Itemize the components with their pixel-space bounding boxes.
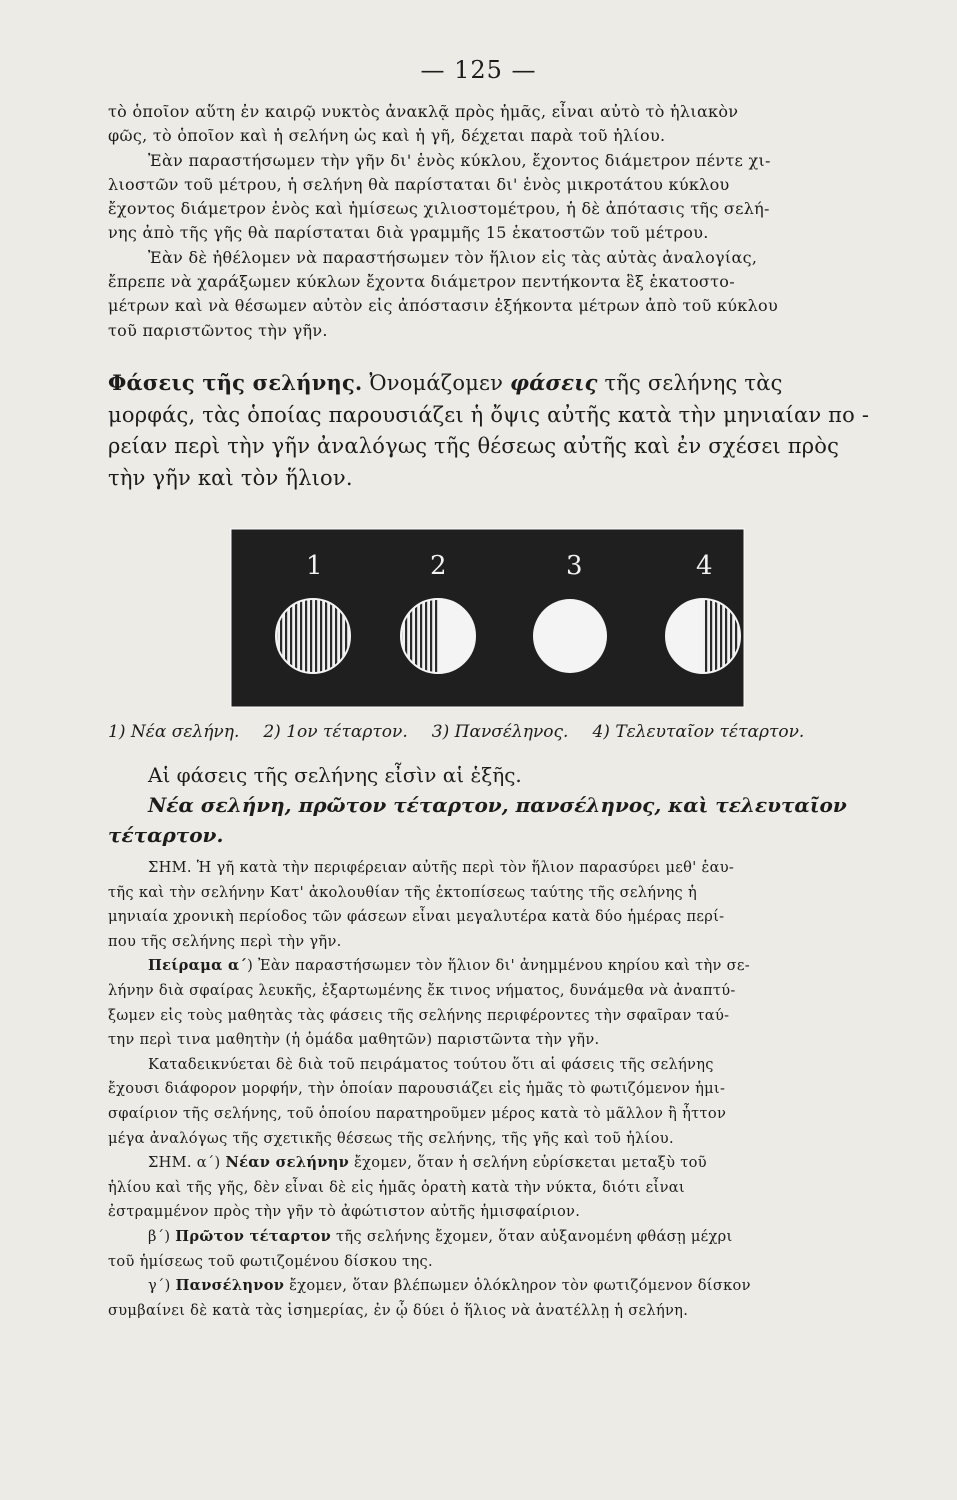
text-line: [108, 1151, 916, 1176]
note-label: β΄): [148, 1227, 171, 1245]
page-number: — 125 —: [420, 56, 537, 84]
phase-number-2: 2: [430, 551, 447, 581]
text-line: που τῆς σελήνης περὶ τὴν γῆν.: [108, 932, 342, 950]
text-line: μέτρων καὶ νὰ θέσωμεν αὐτὸν εἰς ἀπόστασιν ἑξήκοντα μέτρων ἀπὸ τοῦ κύκλου: [108, 296, 779, 316]
term: Πανσέληνον: [175, 1277, 285, 1295]
text-line: Ἐὰν παραστήσωμεν τὴν γῆν δι' ἑνὸς κύκλου, ἔχοντος διάμετρον πέντε χι-: [148, 150, 771, 170]
phrase: τῆς σελήνης ἔχομεν, ὅταν αὐξανομένη φθάσῃ μέχρι: [336, 1227, 733, 1245]
text-line: τῆς καὶ τὴν σελήνην Κατ' ἀκολουθίαν τῆς ἐκτοπίσεως ταύτης τῆς σελήνης ἡ: [108, 883, 697, 901]
moon-phases-illustration: [230, 528, 745, 708]
text-line: τὴν γῆν καὶ τὸν ἥλιον.: [108, 465, 353, 490]
caption-item: 1) Νέα σελήνη.: [108, 722, 240, 742]
note-label: γ΄): [148, 1277, 171, 1295]
phrase: τῆς σελήνης τὰς: [604, 371, 783, 395]
text-line: νης ἀπὸ τῆς γῆς θὰ παρίσταται διὰ γραμμῆς 15 ἑκατοστῶν τοῦ μέτρου.: [108, 223, 709, 243]
text-line: ξωμεν εἰς τοὺς μαθητὰς τὰς φάσεις τῆς σελήνης περιφέροντες τὴν σφαῖραν ταύ-: [108, 1006, 730, 1024]
text-line: Νέα σελήνη, πρῶτον τέταρτον, πανσέληνος, καὶ τελευταῖον: [148, 793, 847, 817]
phases-list: [108, 760, 916, 850]
text-line: [108, 367, 916, 400]
phase-3-moon: [533, 599, 607, 673]
phase-1-moon: [276, 599, 350, 673]
paragraph-sunlight: [108, 100, 916, 343]
phrase: Ὀνομάζομεν: [369, 371, 504, 395]
term: Νέαν σελήνην: [225, 1154, 350, 1172]
caption-item: 4) Τελευταῖον τέταρτον.: [592, 722, 805, 742]
notes-section: [108, 856, 916, 1323]
text-line: την περὶ τινα μαθητὴν (ἡ ὁμάδα μαθητῶν) παριστῶντα τὴν γῆν.: [108, 1031, 600, 1049]
phase-number-3: 3: [566, 551, 583, 581]
caption-item: 2) 1ον τέταρτον.: [263, 722, 408, 742]
phrase: ) Ἐὰν παραστήσωμεν τὸν ἥλιον δι' ἀνημμένου κηρίου καὶ τὴν σε-: [247, 957, 750, 975]
term: φάσεις: [510, 370, 598, 395]
phrase: ἔχομεν, ὅταν βλέπωμεν ὁλόκληρον τὸν φωτιζόμενον δίσκον: [289, 1277, 751, 1295]
phrase: ἔχομεν, ὅταν ἡ σελήνη εὑρίσκεται μεταξὺ τοῦ: [354, 1154, 707, 1172]
text-line: [108, 1274, 916, 1299]
paragraph-phases: [108, 367, 916, 494]
experiment-label: Πείραμα α΄: [148, 957, 248, 975]
caption-item: 3) Πανσέληνος.: [431, 722, 569, 742]
text-line: [108, 1225, 916, 1250]
moon-phases-figure: [230, 528, 745, 708]
text-line: σφαίριον τῆς σελήνης, τοῦ ὁποίου παρατηροῦμεν μέρος κατὰ τὸ μᾶλλον ἢ ἧττον: [108, 1104, 727, 1122]
phase-number-4: 4: [696, 551, 713, 581]
phase-number-1: 1: [306, 551, 323, 581]
text-line: μορφάς, τὰς ὁποίας παρουσιάζει ἡ ὄψις αὐτῆς κατὰ τὴν μηνιαίαν πο -: [108, 402, 870, 427]
text-line: ἐστραμμένον πρὸς τὴν γῆν τὸ ἀφώτιστον αὐτῆς ἡμισφαίριον.: [108, 1203, 581, 1221]
text-line: συμβαίνει δὲ κατὰ τὰς ἰσημερίας, ἐν ᾧ δύει ὁ ἥλιος νὰ ἀνατέλλῃ ἡ σελήνη.: [108, 1301, 689, 1319]
phase-2-moon: [401, 599, 475, 673]
text-line: Καταδεικνύεται δὲ διὰ τοῦ πειράματος τούτου ὅτι αἱ φάσεις τῆς σελήνης: [148, 1055, 714, 1073]
text-line: ἔπρεπε νὰ χαράξωμεν κύκλων ἔχοντα διάμετρον πεντήκοντα ἓξ ἑκατοστο-: [108, 272, 735, 292]
text-line: μέγα ἀναλόγως τῆς σχετικῆς θέσεως τῆς σελήνης, τῆς γῆς καὶ τοῦ ἡλίου.: [108, 1129, 674, 1147]
text-line: ἔχουσι διάφορον μορφήν, τὴν ὁποίαν παρουσιάζει εἰς ἡμᾶς τὸ φωτιζόμενον ἡμι-: [108, 1080, 726, 1098]
text-line: τοῦ παριστῶντος τὴν γῆν.: [108, 320, 328, 340]
text-line: Αἱ φάσεις τῆς σελήνης εἶσὶν αἱ ἑξῆς.: [148, 763, 522, 787]
text-line: [108, 954, 916, 979]
section-heading: Φάσεις τῆς σελήνης.: [108, 370, 363, 395]
text-line: λιοστῶν τοῦ μέτρου, ἡ σελήνη θὰ παρίσταται δι' ἑνὸς μικροτάτου κύκλου: [108, 174, 730, 194]
text-line: ἡλίου καὶ τῆς γῆς, δὲν εἶναι δὲ εἰς ἡμᾶς ὁρατὴ κατὰ τὴν νύκτα, διότι εἶναι: [108, 1178, 685, 1196]
text-line: τὸ ὁποῖον αὕτη ἐν καιρῷ νυκτὸς ἀνακλᾷ πρὸς ἡμᾶς, εἶναι αὐτὸ τὸ ἡλιακὸν: [108, 102, 739, 121]
term: Πρῶτον τέταρτον: [175, 1227, 332, 1245]
phase-4-moon: [666, 599, 740, 673]
text-line: Ἐὰν δὲ ἠθέλομεν νὰ παραστήσωμεν τὸν ἥλιον εἰς τὰς αὐτὰς ἀναλογίας,: [148, 247, 758, 267]
text-line: λήνην διὰ σφαίρας λευκῆς, ἐξαρτωμένης ἔκ τινος νήματος, δυνάμεθα νὰ ἀναπτύ-: [108, 981, 736, 999]
note-label: ΣΗΜ. α΄): [148, 1154, 221, 1172]
text-line: τέταρτον.: [108, 823, 224, 847]
text-line: τοῦ ἡμίσεως τοῦ φωτιζομένου δίσκου της.: [108, 1252, 433, 1270]
text-line: μηνιαία χρονικὴ περίοδος τῶν φάσεων εἶναι μεγαλυτέρα κατὰ δύο ἡμέρας περί-: [108, 908, 725, 926]
text-line: ρείαν περὶ τὴν γῆν ἀναλόγως τῆς θέσεως αὐτῆς καὶ ἐν σχέσει πρὸς: [108, 434, 840, 458]
figure-caption: [108, 722, 928, 742]
text-line: ΣΗΜ. Ἡ γῆ κατὰ τὴν περιφέρειαν αὐτῆς περὶ τὸν ἥλιον παρασύρει μεθ' ἑαυ-: [148, 859, 735, 876]
text-line: ἔχοντος διάμετρον ἑνὸς καὶ ἡμίσεως χιλιοστομέτρου, ἡ δὲ ἀπότασις τῆς σελή-: [108, 199, 770, 219]
text-line: φῶς, τὸ ὁποῖον καὶ ἡ σελήνη ὡς καὶ ἡ γῆ, δέχεται παρὰ τοῦ ἡλίου.: [108, 126, 666, 146]
